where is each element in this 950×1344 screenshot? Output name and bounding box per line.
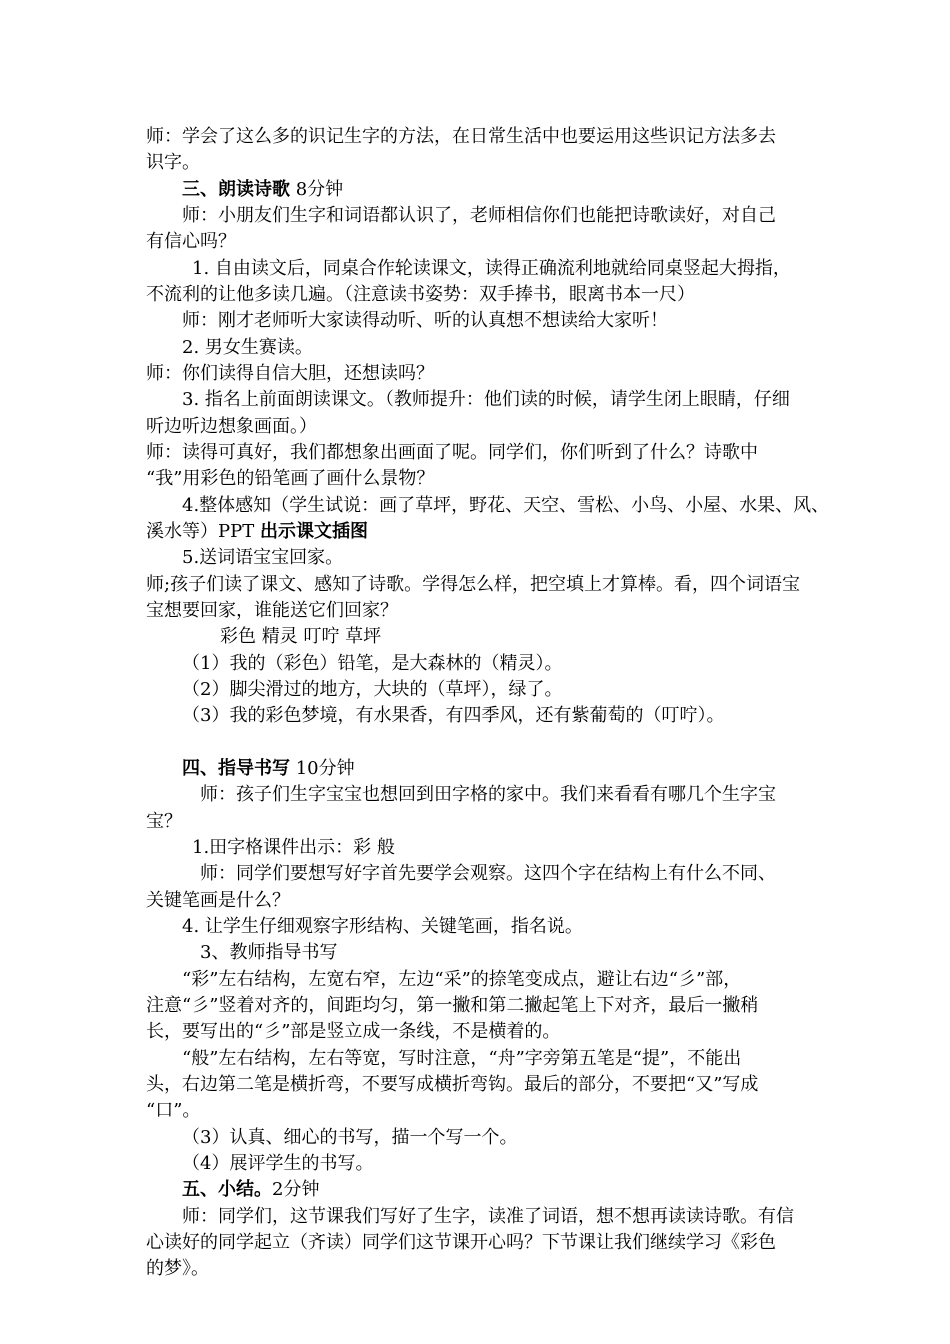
paragraph-line: 师：同学们要想写好字首先要学会观察。这四个字在结构上有什么不同、 <box>200 863 776 884</box>
paragraph-line: 师：孩子们生字宝宝也想回到田字格的家中。我们来看看有哪几个生字宝 <box>200 784 776 805</box>
paragraph-line: 师：学会了这么多的识记生字的方法，在日常生活中也要运用这些识记方法多去 <box>146 126 776 147</box>
paragraph-line: 宝想要回家，谁能送它们回家？ <box>146 600 398 621</box>
paragraph-line: 注意“彡”竖着对齐的，间距均匀，第一撇和第二撇起笔上下对齐，最后一撇稍 <box>146 995 759 1016</box>
heading-time: 10分钟 <box>290 758 355 779</box>
paragraph-line: （4）展评学生的书写。 <box>182 1153 374 1174</box>
heading-text: 三、朗读诗歌 <box>182 179 290 200</box>
paragraph-line: “口”。 <box>146 1100 201 1121</box>
paragraph-line: 3、教师指导书写 <box>200 942 338 963</box>
paragraph-line: 师：小朋友们生字和词语都认识了，老师相信你们也能把诗歌读好，对自己 <box>182 205 776 226</box>
paragraph-line: 2. 男女生赛读。 <box>182 337 313 358</box>
heading-text: 五、小结。 <box>182 1179 272 1200</box>
paragraph-line: 1.田字格课件出示：彩 般 <box>192 837 395 858</box>
paragraph-line: 头，右边第二笔是横折弯，不要写成横折弯钩。最后的部分，不要把“又”写成 <box>146 1074 759 1095</box>
paragraph-line: 有信心吗？ <box>146 231 236 252</box>
line-text: 溪水等）PPT <box>146 521 260 542</box>
paragraph-line: 师：你们读得自信大胆，还想读吗？ <box>146 363 434 384</box>
paragraph-line: 4. 让学生仔细观察字形结构、关键笔画，指名说。 <box>182 916 583 937</box>
paragraph-line: 的梦》。 <box>146 1258 209 1279</box>
section-heading-4 <box>182 756 355 782</box>
paragraph-line: 1. 自由读文后，同桌合作轮读课文，读得正确流利地就给同桌竖起大拇指， <box>192 258 791 279</box>
paragraph-line: 宝？ <box>146 811 182 832</box>
paragraph-line: 关键笔画是什么？ <box>146 890 290 911</box>
inline-bold-text: 出示课文插图 <box>259 521 368 542</box>
section-heading-3 <box>182 177 343 203</box>
paragraph-line: 师：读得可真好，我们都想象出画面了呢。同学们，你们听到了什么？诗歌中 <box>146 442 758 463</box>
paragraph-line: 师;孩子们读了课文、感知了诗歌。学得怎么样，把空填上才算棒。看，四个词语宝 <box>146 574 801 595</box>
paragraph-line: 不流利的让他多读几遍。（注意读书姿势：双手捧书，眼离书本一尺） <box>146 284 695 305</box>
paragraph-line <box>146 519 368 545</box>
paragraph-line: 识字。 <box>146 152 200 173</box>
paragraph-line: 师：刚才老师听大家读得动听、听的认真想不想读给大家听！ <box>182 310 668 331</box>
paragraph-line: 4.整体感知（学生试说：画了草坪，野花、天空、雪松、小鸟、小屋、水果、风、 <box>182 495 830 516</box>
paragraph-line: 长，要写出的“彡”部是竖立成一条线，不是横着的。 <box>146 1021 561 1042</box>
paragraph-line: （1）我的（彩色）铅笔，是大森林的（精灵）。 <box>182 653 563 674</box>
heading-time: 2分钟 <box>272 1179 320 1200</box>
paragraph-line: “彩”左右结构，左宽右窄，左边“采”的捺笔变成点，避让右边“彡”部， <box>182 969 742 990</box>
paragraph-line: 心读好的同学起立（齐读）同学们这节课开心吗？下节课让我们继续学习《彩色 <box>146 1232 776 1253</box>
heading-text: 四、指导书写 <box>182 758 290 779</box>
paragraph-line: （3）认真、细心的书写，描一个写一个。 <box>182 1127 518 1148</box>
paragraph-line: 师：同学们，这节课我们写好了生字，读准了词语，想不想再读读诗歌。有信 <box>182 1206 794 1227</box>
word-list: 彩色 精灵 叮咛 草坪 <box>220 626 382 647</box>
paragraph-line: 3. 指名上前面朗读课文。（教师提升：他们读的时候，请学生闭上眼睛，仔细 <box>182 389 790 410</box>
paragraph-line: 听边听边想象画面。） <box>146 416 317 437</box>
section-heading-5 <box>182 1177 319 1203</box>
paragraph-line: （2）脚尖滑过的地方，大块的（草坪），绿了。 <box>182 679 563 700</box>
heading-time: 8分钟 <box>290 179 344 200</box>
paragraph-line: 5.送词语宝宝回家。 <box>182 547 344 568</box>
paragraph-line: “我”用彩色的铅笔画了画什么景物？ <box>146 468 435 489</box>
paragraph-line: “般”左右结构，左右等宽，写时注意，“舟”字旁第五笔是“提”，不能出 <box>182 1048 742 1069</box>
paragraph-line: （3）我的彩色梦境，有水果香，有四季风，还有紫葡萄的（叮咛）。 <box>182 705 725 726</box>
